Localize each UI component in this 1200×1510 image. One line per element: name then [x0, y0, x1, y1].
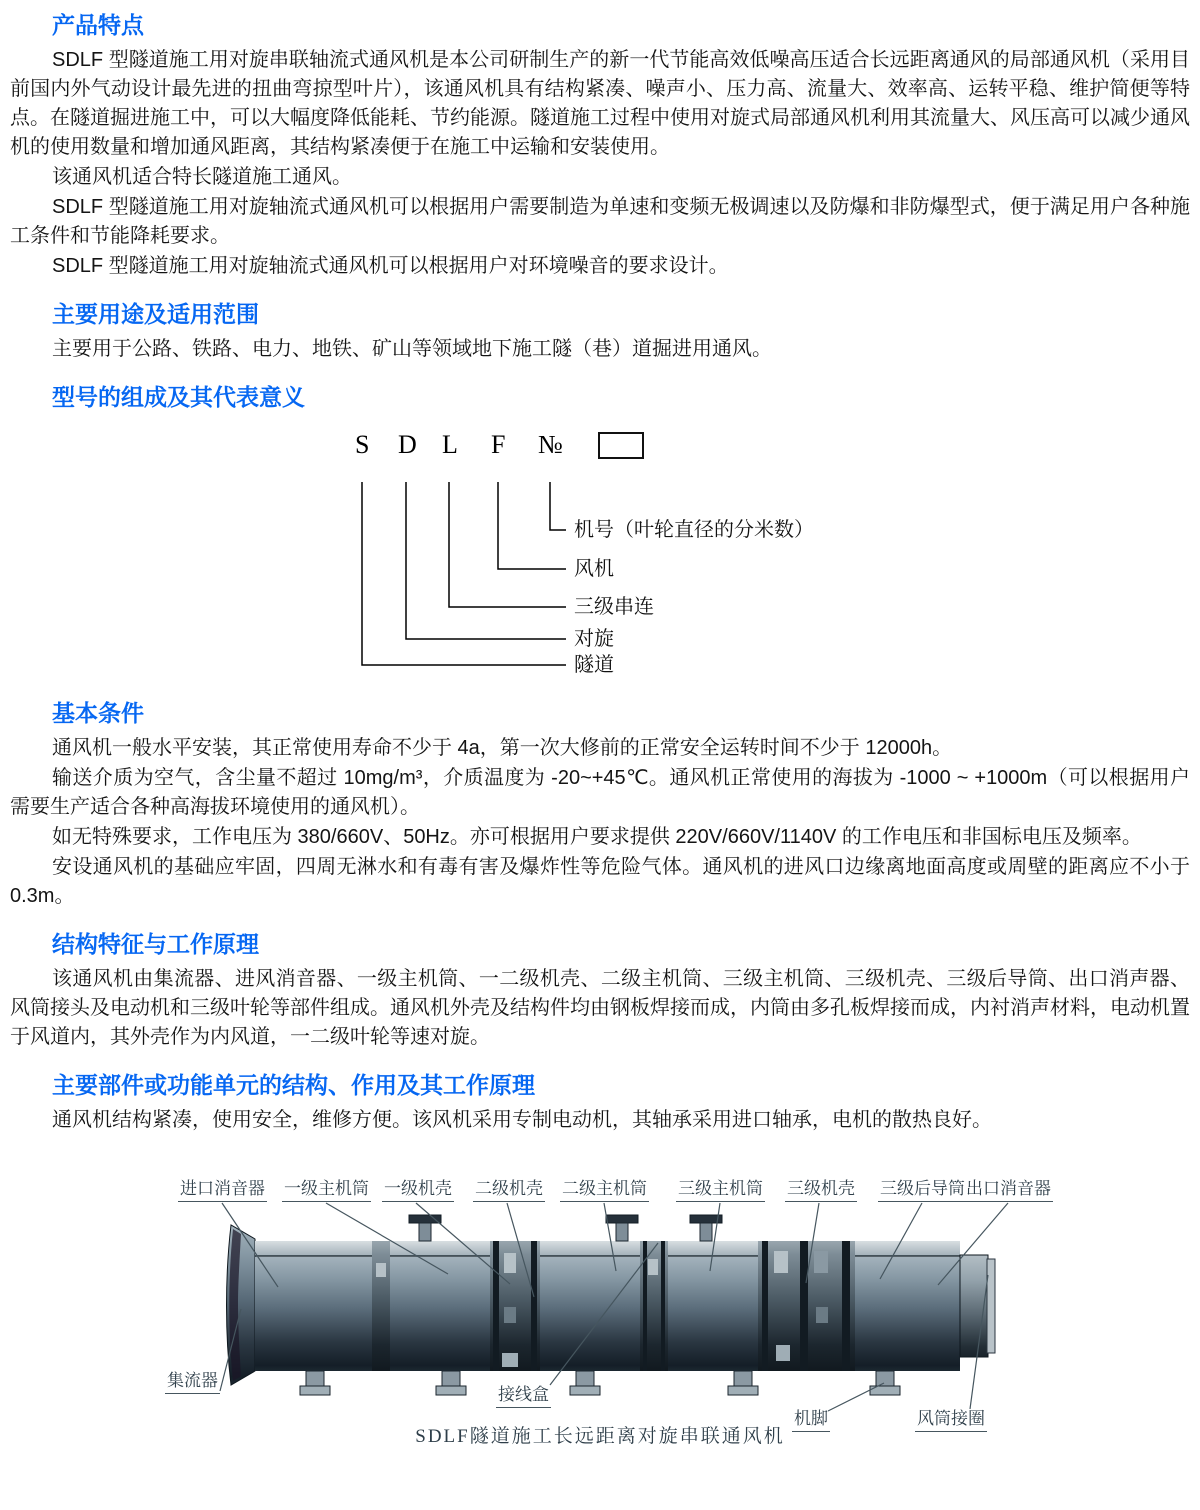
section-heading-features: 产品特点 — [52, 12, 144, 38]
usage-paragraph-1: 主要用于公路、铁路、电力、地铁、矿山等领域地下施工隧（巷）道掘进用通风。 — [52, 338, 772, 360]
basic-paragraph-1: 通风机一般水平安装，其正常使用寿命不少于 4a，第一次大修前的正常安全运转时间不少于 12000h。 — [52, 737, 953, 759]
figure-label-stage1-casing: 一级机壳 — [382, 1179, 454, 1202]
figure-label-outlet-silencer: 出口消音器 — [964, 1179, 1053, 1202]
figure-label-stage2-casing: 二级机壳 — [473, 1179, 545, 1202]
basic-paragraph-3: 如无特殊要求，工作电压为 380/660V、50Hz。亦可根据用户要求提供 220V/660V/1140V 的工作电压和非国标电压及频率。 — [52, 826, 1142, 848]
figure-label-stage3-main-barrel: 三级主机筒 — [676, 1179, 765, 1202]
model-meaning-tunnel: 隧道 — [574, 654, 614, 676]
fan-feet — [300, 1371, 900, 1395]
fan-inlet-bell — [227, 1225, 256, 1385]
figure-label-collector: 集流器 — [165, 1371, 220, 1394]
figure-label-foot: 机脚 — [792, 1409, 830, 1432]
figure-label-stage3-casing: 三级机壳 — [785, 1179, 857, 1202]
features-paragraph-4: SDLF 型隧道施工用对旋轴流式通风机可以根据用户对环境噪音的要求设计。 — [52, 255, 729, 277]
section-heading-usage: 主要用途及适用范围 — [52, 301, 259, 327]
model-meaning-fan-number: 机号（叶轮直径的分米数） — [574, 519, 814, 541]
model-code-letter-f: F — [491, 430, 506, 459]
features-paragraph-3: SDLF 型隧道施工用对旋轴流式通风机可以根据用户需要制造为单速和变频无极调速以及防爆和非防爆型式，便于满足用户各种施工条件和节能降耗要求。 — [10, 196, 1190, 247]
figure-label-inlet-silencer: 进口消音器 — [178, 1179, 267, 1202]
fan-assembly-illustration — [10, 1159, 1200, 1461]
basic-paragraph-2: 输送介质为空气，含尘量不超过 10mg/m³，介质温度为 -20~+45℃。通风机正常使用的海拔为 -1000 ~ +1000m（可以根据用户需要生产适合各种高海拔环境使用的通风机）。 — [10, 767, 1190, 818]
figure-label-stage3-rear-guide: 三级后导筒 — [878, 1179, 967, 1202]
figure-label-junction-box: 接线盒 — [496, 1385, 551, 1408]
figure-label-stage2-main-barrel: 二级主机筒 — [560, 1179, 649, 1202]
features-paragraph-2: 该通风机适合特长隧道施工通风。 — [52, 166, 352, 188]
basic-paragraph-4: 安设通风机的基础应牢固，四周无淋水和有毒有害及爆炸性等危险气体。通风机的进风口边缘离地面高度或周壁的距离应不小于 0.3m。 — [10, 856, 1190, 907]
section-heading-model: 型号的组成及其代表意义 — [52, 384, 305, 410]
model-code-letter-l: L — [442, 430, 458, 459]
figure-caption: SDLF隧道施工长远距离对旋串联通风机 — [415, 1426, 785, 1447]
model-code-letter-d: D — [398, 430, 417, 459]
section-heading-parts: 主要部件或功能单元的结构、作用及其工作原理 — [52, 1072, 535, 1098]
model-code-diagram — [10, 418, 1190, 680]
figure-label-stage1-main-barrel: 一级主机筒 — [282, 1179, 371, 1202]
section-heading-structure: 结构特征与工作原理 — [52, 931, 259, 957]
parts-paragraph-1: 通风机结构紧凑，使用安全，维修方便。该风机采用专制电动机，其轴承采用进口轴承，电机的散热良好。 — [52, 1109, 992, 1131]
model-code-letter-s: S — [355, 430, 370, 459]
features-paragraph-1: SDLF 型隧道施工用对旋串联轴流式通风机是本公司研制生产的新一代节能高效低噪高压适合长远距离通风的局部通风机（采用目前国内外气动设计最先进的扭曲弯掠型叶片），该通风机具有结构紧凑、噪声小、压力高、流量大、效率高、运转平稳、维护简便等特点。在隧道掘进施工中，可以大幅度降低能耗、节约能源。隧道施工过程中使用对旋式局部通风机利用其流量大、风压高可以减少通风机的使用数量和增加通风距离，其结构紧凑便于在施工中运输和安装使用。 — [10, 49, 1190, 158]
fan-assembly-figure — [10, 1159, 1190, 1461]
model-meaning-counter-rotating: 对旋 — [574, 628, 614, 650]
model-meaning-fan: 风机 — [574, 558, 614, 580]
figure-label-duct-ring: 风筒接圈 — [915, 1409, 987, 1432]
model-code-letter-no: № — [538, 430, 563, 459]
structure-paragraph-1: 该通风机由集流器、进风消音器、一级主机筒、一二级机壳、二级主机筒、三级主机筒、三级机壳、三级后导筒、出口消声器、风筒接头及电动机和三级叶轮等部件组成。通风机外壳及结构件均由钢板焊接而成，内筒由多孔板焊接而成，内衬消声材料，电动机置于风道内，其外壳作为内风道，一二级叶轮等速对旋。 — [10, 968, 1190, 1048]
fan-outlet-ring — [960, 1255, 995, 1357]
model-meaning-three-stage-series: 三级串连 — [574, 596, 654, 618]
section-heading-basic: 基本条件 — [52, 700, 144, 726]
